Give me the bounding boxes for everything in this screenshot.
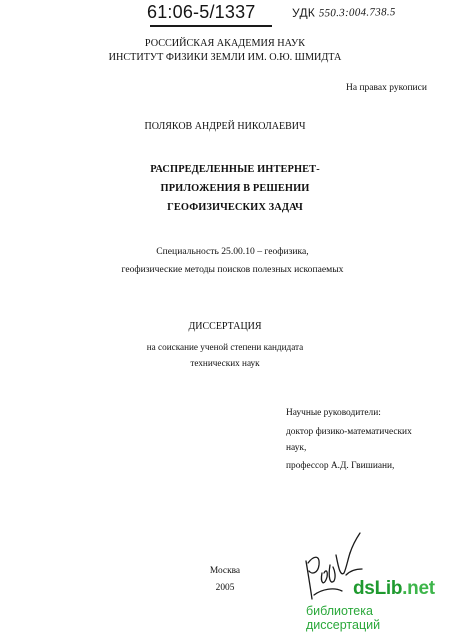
degree-line-2: технических наук: [190, 358, 260, 368]
udk-stamp: [292, 4, 396, 20]
archive-number-stamp: 61:06-5/1337: [147, 2, 256, 22]
degree-line-1: на соискание ученой степени кандидата: [146, 342, 304, 352]
rights-note: На правах рукописи: [346, 83, 427, 93]
title-line-2: ГЕОФИЗИЧЕСКИХ ЗАДАЧ: [167, 202, 303, 213]
advisor-line-2: наук,: [286, 443, 307, 453]
dissertation-heading: ДИССЕРТАЦИЯ: [188, 321, 262, 332]
dslib-watermark-logo: [353, 578, 435, 600]
advisor-line-1: доктор физико-математических: [286, 427, 412, 437]
watermark-logo-tld: .net: [402, 578, 435, 599]
specialty-line-1: Специальность 25.00.10 – геофизика,: [156, 246, 309, 257]
watermark-logo-main: dsLib: [353, 578, 403, 599]
institution-line-2: ИНСТИТУТ ФИЗИКИ ЗЕМЛИ ИМ. О.Ю. ШМИДТА: [108, 52, 342, 63]
author-name: ПОЛЯКОВ АНДРЕЙ НИКОЛАЕВИЧ: [144, 121, 306, 132]
udk-number: 550.3:004.738.5: [318, 6, 396, 20]
watermark-caption: библиотека диссертаций: [306, 604, 381, 632]
institution-line-1: РОССИЙСКАЯ АКАДЕМИЯ НАУК: [144, 38, 306, 49]
year: 2005: [215, 583, 235, 593]
city: Москва: [209, 566, 241, 576]
advisor-line-3: профессор А.Д. Гвишиани,: [286, 461, 395, 471]
dissertation-title: [115, 160, 355, 217]
specialty-line-2: геофизические методы поисков полезных ископаемых: [121, 264, 344, 275]
udk-prefix: УДК: [291, 5, 316, 20]
archive-stamp-underline: [150, 25, 272, 27]
advisors-heading: Научные руководители:: [286, 408, 381, 418]
title-line-1: РАСПРЕДЕЛЕННЫЕ ИНТЕРНЕТ-ПРИЛОЖЕНИЯ В РЕШЕНИИ: [150, 164, 320, 194]
